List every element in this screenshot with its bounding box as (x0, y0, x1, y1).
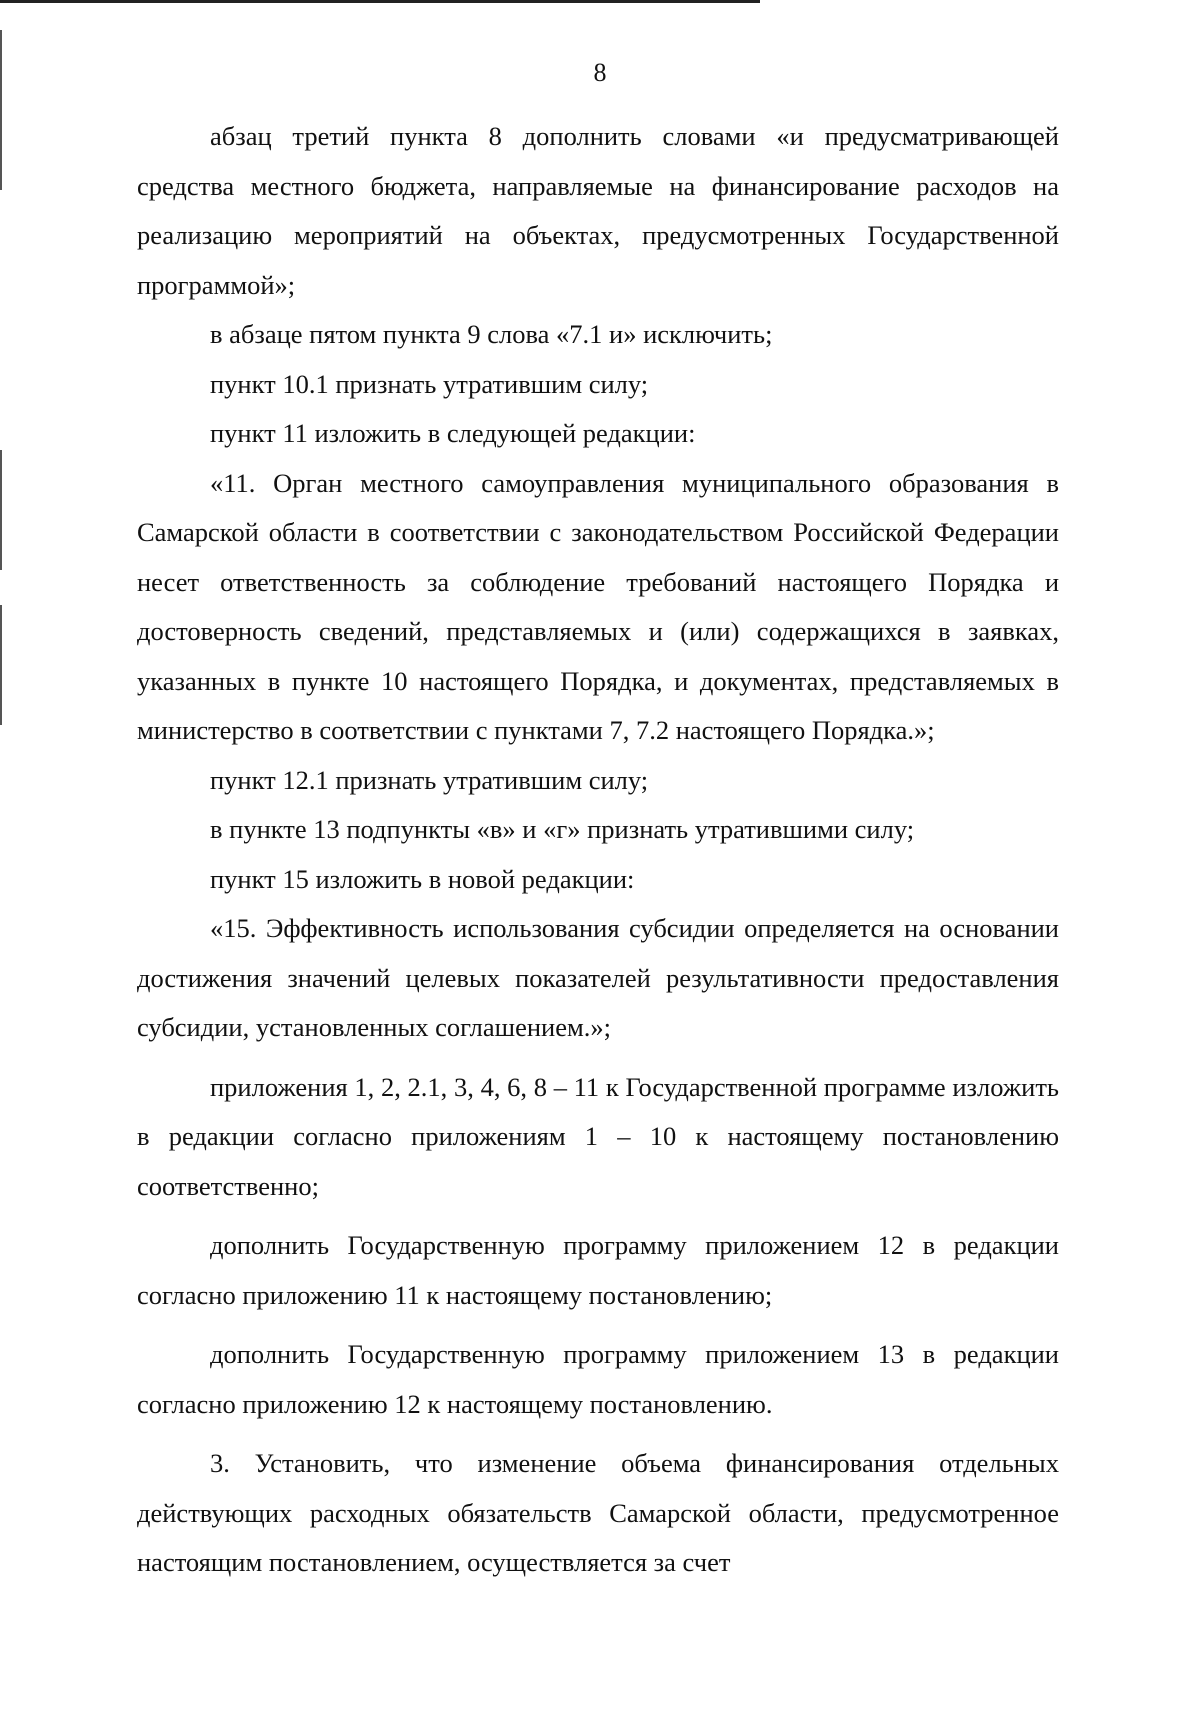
scan-left-edge (0, 30, 2, 190)
paragraph-punkt-13: в пункте 13 подпункты «в» и «г» признать утратившими силу; (210, 814, 915, 844)
paragraph-punkt-9: в абзаце пятом пункта 9 слова «7.1 и» исключить; (210, 319, 773, 349)
paragraph-punkt-11-intro: пункт 11 изложить в следующей редакции: (210, 418, 696, 448)
scan-top-edge (0, 0, 760, 3)
paragraph-prilozhenie-13: дополнить Государственную программу приложением 13 в редакции согласно приложению 12 к настоящему постановлению. (137, 1339, 1059, 1419)
paragraph-punkt-15-intro: пункт 15 изложить в новой редакции: (210, 863, 635, 894)
paragraph-prilozheniya: приложения 1, 2, 2.1, 3, 4, 6, 8 – 11 к Государственной программе изложить в редакции согласно приложениям 1 – 10 к настоящему постановлению соответственно; (137, 1071, 1059, 1201)
page-number: 8 (593, 58, 607, 87)
paragraph-punkt-15-text: «15. Эффективность использования субсидии определяется на основании достижения значений целевых показателей результативности предоставления субсидии, установленных соглашением.»; (137, 913, 1059, 1042)
document-body (137, 112, 1059, 1588)
scan-left-edge (0, 450, 2, 570)
paragraph-punkt-12-1: пункт 12.1 признать утратившим силу; (210, 764, 649, 795)
paragraph-abzac-tretij: абзац третий пункта 8 дополнить словами «и предусматривающей средства местного бюджета, направляемые на финансирование расходов на реализацию мероприятий на объектах, предусмотренных Государственной программой»; (137, 121, 1059, 300)
paragraph-punkt-3: 3. Установить, что изменение объема финансирования отдельных действующих расходных обязательств Самарской области, предусмотренное настоящим постановлением, осуществляется за счет (137, 1448, 1059, 1577)
scan-left-edge (0, 605, 2, 725)
paragraph-punkt-11-text: «11. Орган местного самоуправления муниципального образования в Самарской области в соответствии с законодательством Российской Федерации несет ответственность за соблюдение требований настоящего Порядка и достоверность сведений, представляемых и (или) содержащихся в заявках, указанных в пункте 10 настоящего Порядка, и документах, представляемых в министерство в соответствии с пунктами 7, 7.2 настоящего Порядка.»; (137, 467, 1059, 745)
paragraph-prilozhenie-12: дополнить Государственную программу приложением 12 в редакции согласно приложению 11 к настоящему постановлению; (137, 1230, 1059, 1310)
paragraph-punkt-10-1: пункт 10.1 признать утратившим силу; (210, 368, 649, 399)
